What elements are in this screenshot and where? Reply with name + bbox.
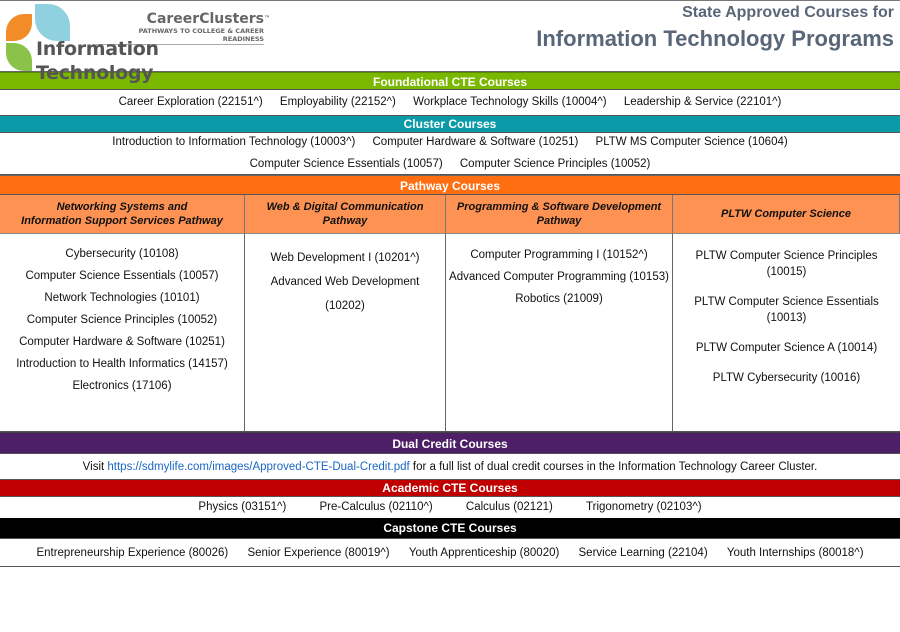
logo-trademark: ™ [264, 15, 270, 22]
course-item: Service Learning (22104) [578, 547, 708, 559]
career-clusters-logo [0, 1, 270, 84]
dual-credit-suffix: for a full list of dual credit courses in the Information Technology Career Cluster. [412, 461, 818, 473]
course-item: Calculus (02121) [465, 501, 553, 513]
course-item: Pre-Calculus (02110^) [319, 501, 433, 513]
course-item: Career Exploration (22151^) [118, 96, 263, 108]
dual-credit-prefix: Visit [82, 461, 108, 473]
course-item: Introduction to Health Informatics (14157) [16, 358, 228, 370]
pathway-header-pltw [673, 195, 900, 234]
pathway-header-line: Programming & Software Development [456, 201, 662, 213]
course-item: Senior Experience (80019^) [247, 547, 390, 559]
course-item: PLTW Computer Science A (10014) [695, 342, 878, 354]
course-item: (10202) [325, 300, 365, 312]
course-item: Computer Science Essentials (10057) [25, 270, 219, 282]
course-item: Entrepreneurship Experience (80026) [36, 547, 229, 559]
course-item: Electronics (17106) [72, 380, 172, 392]
course-item: Computer Hardware & Software (10251) [372, 136, 579, 148]
academic-courses [0, 497, 900, 518]
pathway-header-line: Web & Digital Communication [266, 201, 424, 213]
course-item: Employability (22152^) [279, 96, 396, 108]
academic-heading: Academic CTE Courses [0, 480, 900, 497]
course-item: Introduction to Information Technology (10003^) [112, 136, 356, 148]
course-item: PLTW Computer Science Principles (10015) [695, 250, 878, 278]
course-item: PLTW Cybersecurity (10016) [712, 372, 861, 384]
document-title-block [536, 3, 894, 54]
course-item: Leadership & Service (22101^) [623, 96, 782, 108]
course-item: Network Technologies (10101) [44, 292, 200, 304]
capstone-heading: Capstone CTE Courses [0, 518, 900, 539]
pathway-header-web [245, 195, 446, 234]
logo-title: Information Technology [36, 38, 159, 84]
cluster-courses-row-2 [0, 155, 900, 175]
pathway-courses-web [245, 234, 446, 432]
logo-leaf-orange-icon [6, 14, 32, 41]
course-item: Web Development I (10201^) [270, 252, 420, 264]
pathway-header-networking [0, 195, 245, 234]
foundational-heading: Foundational CTE Courses [0, 72, 900, 90]
course-item: Youth Internships (80018^) [726, 547, 864, 559]
pathway-header-line: Pathway [322, 215, 368, 227]
foundational-courses [0, 90, 900, 116]
course-item: Robotics (21009) [515, 293, 603, 305]
pathway-courses-networking [0, 234, 245, 432]
pathway-courses-pltw [673, 234, 900, 432]
course-item: Youth Apprenticeship (80020) [408, 547, 560, 559]
capstone-courses [0, 539, 900, 567]
cluster-courses [0, 133, 900, 175]
pathway-header-line: Pathway [536, 215, 582, 227]
cluster-heading: Cluster Courses [0, 116, 900, 133]
course-item: Computer Science Principles (10052) [26, 314, 218, 326]
course-item: PLTW MS Computer Science (10604) [595, 136, 788, 148]
course-item: PLTW Computer Science Essentials (10013) [694, 296, 879, 324]
course-item: Workplace Technology Skills (10004^) [413, 96, 607, 108]
cluster-courses-row-1 [0, 133, 900, 155]
course-item: Trigonometry (02103^) [586, 501, 702, 513]
document-title: Information Technology Programs [536, 26, 894, 51]
logo-leaf-green-icon [6, 43, 32, 71]
dual-credit-link[interactable]: https://sdmylife.com/images/Approved-CTE-Dual-Credit.pdf [107, 461, 410, 473]
course-item: Advanced Computer Programming (10153) [449, 271, 669, 283]
course-item: Computer Science Principles (10052) [459, 158, 651, 170]
pathway-header-line: PLTW Computer Science [721, 208, 851, 220]
logo-leaf-blue-icon [35, 4, 70, 41]
course-item: Computer Programming I (10152^) [470, 249, 648, 261]
dual-credit-heading: Dual Credit Courses [0, 432, 900, 454]
dual-credit-note [0, 454, 900, 480]
course-item: Computer Hardware & Software (10251) [19, 336, 225, 348]
logo-tagline: PATHWAYS TO COLLEGE & CAREER READINESS [96, 27, 264, 45]
course-item: Physics (03151^) [198, 501, 287, 513]
course-item: Cybersecurity (10108) [65, 248, 179, 260]
pathway-courses-programming [446, 234, 673, 432]
logo-brand [100, 12, 270, 26]
course-item: Advanced Web Development [270, 276, 420, 288]
pathway-heading: Pathway Courses [0, 175, 900, 195]
pathway-header-line: Networking Systems and [56, 201, 188, 213]
course-item: Computer Science Essentials (10057) [249, 158, 443, 170]
pathway-header-line: Information Support Services Pathway [21, 215, 223, 227]
pathway-table [0, 195, 900, 432]
logo-brand-text: CareerClusters [146, 11, 264, 27]
document-subtitle: State Approved Courses for [682, 4, 894, 21]
pathway-header-programming [446, 195, 673, 234]
